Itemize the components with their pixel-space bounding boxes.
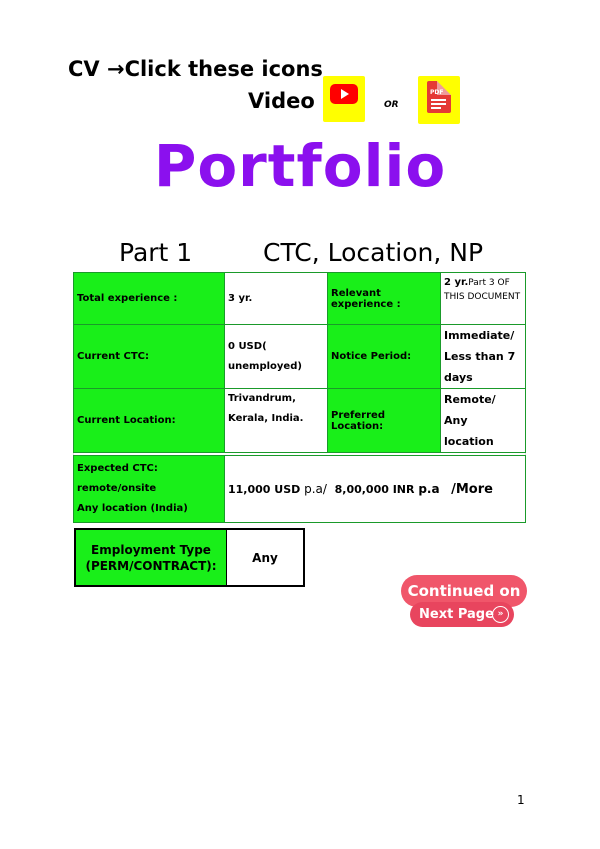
continued-on-button[interactable]: Continued on [401,575,527,607]
pdf-cv-link[interactable] [418,76,460,124]
pdf-document-icon: PDF [427,81,451,113]
table-row [74,273,526,325]
next-page-label: Next Page [419,607,494,622]
youtube-video-link[interactable] [323,76,365,122]
next-page-button[interactable] [410,602,514,627]
expected-ctc-label: Expected CTC: remote/onsite Any location (India) [74,456,225,523]
part-label: Part 1 [119,238,193,267]
experience-table [73,272,526,471]
table-cell-value: 0 USD( unemployed) [225,325,328,389]
table-cell-value: Immediate/ Less than 7 days [441,325,526,389]
table-cell-label: Relevant experience : [328,273,441,325]
table-row [74,456,526,523]
section-heading: CTC, Location, NP [263,238,484,267]
employment-type-value: Any [252,550,278,565]
page-title: Portfolio [153,132,447,200]
table-cell-label: Notice Period: [328,325,441,389]
table-cell-label: Total experience : [74,273,225,325]
page-number: 1 [517,793,525,807]
expected-ctc-table [73,455,526,523]
table-cell-label: Current Location: [74,389,225,453]
double-chevron-right-icon: » [492,606,509,623]
table-cell-value: Trivandrum, Kerala, India. [225,389,328,453]
video-label: Video [248,89,315,113]
table-cell-value: 3 yr. [225,273,328,325]
table-cell-label: Preferred Location: [328,389,441,453]
table-cell-value: Remote/ Any location [441,389,526,453]
employment-type-label: Employment Type (PERM/CONTRACT): [76,530,227,585]
table-row [74,389,526,453]
employment-type-box [74,528,305,587]
youtube-play-icon [330,84,358,104]
or-label: OR [384,100,399,110]
table-row [74,325,526,389]
expected-ctc-value: 11,000 USD p.a/ 8,00,000 INR p.a /More [225,456,526,523]
table-cell-value: 2 yr.Part 3 OF THIS DOCUMENT [441,273,526,325]
cv-instruction: CV →Click these icons [68,57,323,81]
table-cell-label: Current CTC: [74,325,225,389]
table-cell-note: Part 3 OF THIS DOCUMENT [444,278,521,302]
